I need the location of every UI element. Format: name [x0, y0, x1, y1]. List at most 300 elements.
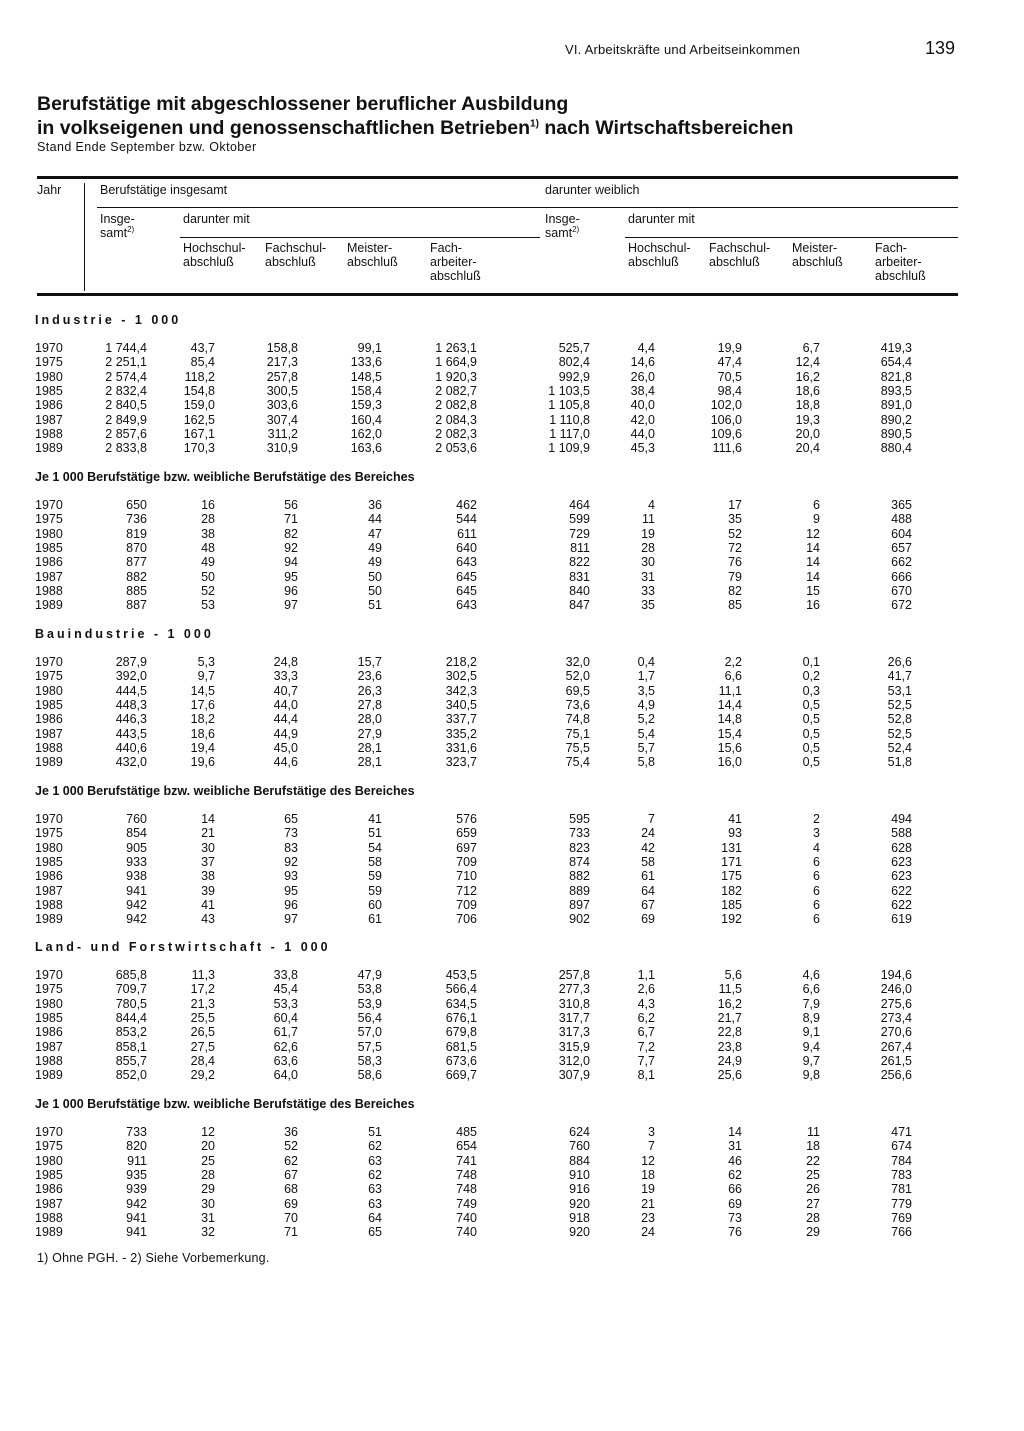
cell-w-insgesamt: 729 — [569, 526, 590, 541]
cell-year: 1985 — [35, 1167, 63, 1182]
col-hochschul-1-l1: Hochschul- — [183, 241, 246, 255]
cell-w-facharbeiter: 52,5 — [887, 726, 912, 741]
cell-fachschul: 83 — [284, 840, 298, 855]
cell-w-hochschul: 69 — [641, 912, 655, 927]
cell-w-insgesamt: 1 103,5 — [548, 383, 590, 398]
cell-insgesamt: 432,0 — [115, 755, 147, 770]
cell-w-facharbeiter: 53,1 — [887, 683, 912, 698]
cell-facharbeiter: 681,5 — [445, 1039, 477, 1054]
col-facharbeiter-2-l1: Fach- — [875, 241, 907, 255]
cell-w-insgesamt: 595 — [569, 812, 590, 826]
cell-facharbeiter: 654 — [456, 1139, 477, 1154]
cell-w-insgesamt: 525,7 — [558, 341, 590, 355]
cell-w-hochschul: 5,4 — [637, 726, 655, 741]
cell-facharbeiter: 659 — [456, 826, 477, 841]
cell-w-hochschul: 35 — [641, 598, 655, 613]
col-fachschul-2 — [709, 241, 770, 269]
cell-meister: 41 — [368, 812, 382, 826]
cell-year: 1987 — [35, 412, 63, 427]
cell-w-hochschul: 3,5 — [637, 683, 655, 698]
cell-w-fachschul: 31 — [728, 1139, 742, 1154]
cell-w-facharbeiter: 256,6 — [880, 1068, 912, 1083]
col-fachschul-1-l2: abschluß — [265, 255, 316, 269]
cell-insgesamt: 942 — [126, 897, 147, 912]
cell-w-hochschul: 23 — [641, 1210, 655, 1225]
cell-insgesamt: 911 — [127, 1153, 147, 1168]
cell-facharbeiter: 749 — [456, 1196, 477, 1211]
table-row — [0, 669, 1024, 683]
table-row — [0, 1197, 1024, 1211]
cell-hochschul: 25 — [201, 1153, 215, 1168]
cell-w-insgesamt: 874 — [569, 854, 590, 869]
cell-fachschul: 95 — [284, 883, 298, 898]
cell-insgesamt: 2 857,6 — [105, 426, 147, 441]
cell-w-fachschul: 16,2 — [717, 996, 742, 1011]
cell-w-hochschul: 1,1 — [637, 968, 655, 982]
col-meister-1 — [347, 241, 398, 269]
cell-hochschul: 21 — [201, 826, 215, 841]
cell-w-hochschul: 2,6 — [637, 982, 655, 997]
cell-w-fachschul: 21,7 — [717, 1010, 742, 1025]
cell-w-fachschul: 76 — [728, 1225, 742, 1240]
cell-w-meister: 9,8 — [802, 1068, 820, 1083]
cell-fachschul: 61,7 — [273, 1025, 298, 1040]
cell-w-meister: 4,6 — [802, 968, 820, 982]
cell-insgesamt: 844,4 — [115, 1010, 147, 1025]
cell-meister: 50 — [368, 583, 382, 598]
cell-year: 1987 — [35, 726, 63, 741]
cell-insgesamt: 882 — [126, 569, 147, 584]
cell-w-fachschul: 35 — [728, 512, 742, 527]
cell-w-hochschul: 18 — [641, 1167, 655, 1182]
cell-w-fachschul: 22,8 — [717, 1025, 742, 1040]
cell-meister: 27,9 — [357, 726, 382, 741]
running-head: VI. Arbeitskräfte und Arbeitseinkommen — [565, 42, 801, 57]
cell-w-hochschul: 8,1 — [637, 1068, 655, 1083]
cell-facharbeiter: 669,7 — [445, 1068, 477, 1083]
table-row — [0, 727, 1024, 741]
cell-w-facharbeiter: 657 — [891, 540, 912, 555]
cell-w-facharbeiter: 270,6 — [880, 1025, 912, 1040]
col-group-weiblich: darunter weiblich — [545, 183, 640, 197]
cell-hochschul: 28 — [201, 1167, 215, 1182]
cell-w-hochschul: 24 — [641, 1225, 655, 1240]
cell-w-facharbeiter: 51,8 — [887, 755, 912, 770]
cell-hochschul: 167,1 — [183, 426, 215, 441]
cell-w-facharbeiter: 784 — [891, 1153, 912, 1168]
cell-year: 1988 — [35, 740, 63, 755]
cell-w-facharbeiter: 891,0 — [880, 398, 912, 413]
cell-hochschul: 29,2 — [190, 1068, 215, 1083]
cell-facharbeiter: 1 920,3 — [435, 369, 477, 384]
table-row — [0, 570, 1024, 584]
cell-fachschul: 68 — [284, 1182, 298, 1197]
cell-w-facharbeiter: 779 — [891, 1196, 912, 1211]
cell-facharbeiter: 645 — [456, 569, 477, 584]
section-heading: Je 1 000 Berufstätige bzw. weibliche Berufstätige des Bereiches — [35, 784, 415, 798]
cell-meister: 62 — [368, 1139, 382, 1154]
cell-facharbeiter: 673,6 — [445, 1053, 477, 1068]
cell-w-hochschul: 67 — [641, 897, 655, 912]
cell-w-facharbeiter: 604 — [891, 526, 912, 541]
cell-w-fachschul: 192 — [721, 912, 742, 927]
cell-meister: 63 — [368, 1153, 382, 1168]
cell-fachschul: 71 — [284, 1225, 298, 1240]
cell-facharbeiter: 676,1 — [445, 1010, 477, 1025]
cell-meister: 26,3 — [357, 683, 382, 698]
cell-hochschul: 30 — [201, 840, 215, 855]
cell-year: 1988 — [35, 583, 63, 598]
col-insgesamt-2-l1: Insge- — [545, 212, 580, 226]
table-row — [0, 398, 1024, 412]
cell-facharbeiter: 679,8 — [445, 1025, 477, 1040]
cell-insgesamt: 440,6 — [115, 740, 147, 755]
cell-w-meister: 6 — [813, 883, 820, 898]
cell-fachschul: 40,7 — [273, 683, 298, 698]
cell-w-facharbeiter: 628 — [891, 840, 912, 855]
table-row — [0, 1025, 1024, 1039]
cell-w-hochschul: 7,7 — [637, 1053, 655, 1068]
cell-facharbeiter: 640 — [456, 540, 477, 555]
cell-year: 1986 — [35, 398, 63, 413]
cell-facharbeiter: 706 — [456, 912, 477, 927]
cell-w-hochschul: 31 — [641, 569, 655, 584]
cell-w-insgesamt: 74,8 — [565, 712, 590, 727]
cell-w-insgesamt: 1 117,0 — [549, 426, 590, 441]
table-row — [0, 741, 1024, 755]
cell-w-meister: 14 — [806, 540, 820, 555]
cell-hochschul: 52 — [201, 583, 215, 598]
col-meister-2-l2: abschluß — [792, 255, 843, 269]
cell-w-insgesamt: 307,9 — [558, 1068, 590, 1083]
cell-insgesamt: 819 — [126, 526, 147, 541]
cell-w-meister: 0,5 — [802, 740, 820, 755]
cell-w-insgesamt: 884 — [569, 1153, 590, 1168]
cell-meister: 64 — [368, 1210, 382, 1225]
cell-year: 1980 — [35, 996, 63, 1011]
cell-hochschul: 32 — [201, 1225, 215, 1240]
table-row — [0, 498, 1024, 512]
col-hochschul-2-l1: Hochschul- — [628, 241, 691, 255]
cell-year: 1986 — [35, 869, 63, 884]
cell-w-insgesamt: 312,0 — [558, 1053, 590, 1068]
cell-year: 1989 — [35, 1068, 63, 1083]
cell-insgesamt: 760 — [126, 812, 147, 826]
cell-w-fachschul: 76 — [728, 555, 742, 570]
cell-fachschul: 56 — [284, 498, 298, 512]
col-hochschul-1-l2: abschluß — [183, 255, 234, 269]
table-row — [0, 898, 1024, 912]
cell-hochschul: 53 — [201, 598, 215, 613]
cell-w-fachschul: 79 — [728, 569, 742, 584]
cell-w-fachschul: 111,6 — [712, 441, 742, 456]
cell-w-insgesamt: 277,3 — [558, 982, 590, 997]
col-meister-2 — [792, 241, 843, 269]
footnote: 1) Ohne PGH. - 2) Siehe Vorbemerkung. — [37, 1251, 270, 1265]
cell-year: 1988 — [35, 1210, 63, 1225]
cell-w-fachschul: 182 — [721, 883, 742, 898]
cell-w-fachschul: 109,6 — [710, 426, 742, 441]
cell-w-insgesamt: 992,9 — [558, 369, 590, 384]
cell-hochschul: 29 — [201, 1182, 215, 1197]
table-row — [0, 855, 1024, 869]
cell-w-insgesamt: 624 — [569, 1125, 590, 1139]
cell-fachschul: 96 — [284, 897, 298, 912]
cell-w-fachschul: 41 — [728, 812, 742, 826]
cell-meister: 50 — [368, 569, 382, 584]
cell-w-meister: 14 — [806, 555, 820, 570]
cell-insgesamt: 905 — [126, 840, 147, 855]
cell-insgesamt: 820 — [126, 1139, 147, 1154]
cell-w-insgesamt: 1 109,9 — [548, 441, 590, 456]
cell-year: 1986 — [35, 1025, 63, 1040]
cell-w-meister: 16,2 — [795, 369, 820, 384]
cell-w-facharbeiter: 623 — [891, 854, 912, 869]
cell-meister: 160,4 — [350, 412, 382, 427]
cell-year: 1980 — [35, 1153, 63, 1168]
table-row — [0, 826, 1024, 840]
cell-hochschul: 20 — [201, 1139, 215, 1154]
cell-facharbeiter: 453,5 — [445, 968, 477, 982]
cell-w-hochschul: 58 — [641, 854, 655, 869]
cell-w-fachschul: 73 — [728, 1210, 742, 1225]
table-row — [0, 698, 1024, 712]
table-row — [0, 370, 1024, 384]
table-row — [0, 584, 1024, 598]
cell-facharbeiter: 302,5 — [445, 669, 477, 684]
cell-w-hochschul: 7,2 — [637, 1039, 655, 1054]
table-row — [0, 884, 1024, 898]
cell-hochschul: 17,2 — [190, 982, 215, 997]
cell-insgesamt: 858,1 — [115, 1039, 147, 1054]
cell-meister: 49 — [368, 540, 382, 555]
cell-insgesamt: 853,2 — [115, 1025, 147, 1040]
cell-meister: 53,8 — [357, 982, 382, 997]
cell-insgesamt: 935 — [126, 1167, 147, 1182]
col-hochschul-2-l2: abschluß — [628, 255, 679, 269]
cell-year: 1970 — [35, 498, 63, 512]
col-fachschul-2-l2: abschluß — [709, 255, 760, 269]
cell-insgesamt: 736 — [126, 512, 147, 527]
cell-w-fachschul: 11,1 — [718, 683, 742, 698]
cell-hochschul: 25,5 — [190, 1010, 215, 1025]
cell-meister: 62 — [368, 1167, 382, 1182]
cell-w-facharbeiter: 246,0 — [880, 982, 912, 997]
col-insgesamt-1 — [100, 212, 135, 240]
cell-w-facharbeiter: 623 — [891, 869, 912, 884]
cell-w-fachschul: 19,9 — [717, 341, 742, 355]
cell-year: 1988 — [35, 426, 63, 441]
cell-year: 1970 — [35, 655, 63, 669]
cell-insgesamt: 685,8 — [115, 968, 147, 982]
cell-year: 1987 — [35, 1196, 63, 1211]
cell-w-insgesamt: 73,6 — [565, 697, 590, 712]
cell-insgesamt: 854 — [126, 826, 147, 841]
cell-meister: 28,1 — [357, 755, 382, 770]
cell-hochschul: 37 — [201, 854, 215, 869]
cell-hochschul: 43 — [201, 912, 215, 927]
cell-w-insgesamt: 882 — [569, 869, 590, 884]
cell-hochschul: 48 — [201, 540, 215, 555]
cell-year: 1988 — [35, 897, 63, 912]
cell-w-facharbeiter: 194,6 — [880, 968, 912, 982]
cell-meister: 28,0 — [357, 712, 382, 727]
cell-year: 1975 — [35, 512, 63, 527]
cell-w-meister: 20,0 — [795, 426, 820, 441]
cell-w-facharbeiter: 670 — [891, 583, 912, 598]
cell-hochschul: 17,6 — [190, 697, 215, 712]
col-group-insgesamt: Berufstätige insgesamt — [100, 183, 228, 197]
section-heading: Je 1 000 Berufstätige bzw. weibliche Berufstätige des Bereiches — [35, 470, 415, 484]
cell-hochschul: 19,6 — [190, 755, 215, 770]
cell-hochschul: 118,2 — [184, 369, 215, 384]
cell-w-fachschul: 52 — [728, 526, 742, 541]
cell-hochschul: 18,6 — [190, 726, 215, 741]
cell-fachschul: 65 — [284, 812, 298, 826]
cell-meister: 28,1 — [357, 740, 382, 755]
cell-w-meister: 3 — [813, 826, 820, 841]
cell-w-facharbeiter: 769 — [891, 1210, 912, 1225]
cell-facharbeiter: 710 — [456, 869, 477, 884]
cell-meister: 133,6 — [350, 355, 382, 370]
cell-w-meister: 0,2 — [802, 669, 820, 684]
cell-hochschul: 26,5 — [190, 1025, 215, 1040]
cell-fachschul: 217,3 — [266, 355, 298, 370]
cell-facharbeiter: 712 — [456, 883, 477, 898]
cell-fachschul: 53,3 — [273, 996, 298, 1011]
cell-fachschul: 257,8 — [266, 369, 298, 384]
cell-hochschul: 14 — [201, 812, 215, 826]
cell-w-facharbeiter: 783 — [891, 1167, 912, 1182]
cell-insgesamt: 443,5 — [115, 726, 147, 741]
col-insgesamt-1-sup: 2) — [127, 224, 135, 234]
cell-year: 1975 — [35, 826, 63, 841]
cell-w-insgesamt: 760 — [569, 1139, 590, 1154]
cell-w-facharbeiter: 267,4 — [880, 1039, 912, 1054]
cell-year: 1985 — [35, 697, 63, 712]
table-row — [0, 341, 1024, 355]
cell-w-meister: 6,7 — [802, 341, 820, 355]
cell-w-hochschul: 19 — [641, 1182, 655, 1197]
cell-w-facharbeiter: 666 — [891, 569, 912, 584]
title-line-2a: in volkseigenen und genossenschaftlichen Betrieben — [37, 117, 531, 139]
cell-fachschul: 97 — [284, 598, 298, 613]
cell-facharbeiter: 485 — [456, 1125, 477, 1139]
col-fachschul-1 — [265, 241, 326, 269]
cell-insgesamt: 733 — [126, 1125, 147, 1139]
cell-w-hochschul: 42 — [641, 840, 655, 855]
cell-w-insgesamt: 75,1 — [565, 726, 590, 741]
cell-fachschul: 44,9 — [273, 726, 298, 741]
cell-meister: 57,5 — [357, 1039, 382, 1054]
table-row — [0, 655, 1024, 669]
cell-year: 1989 — [35, 1225, 63, 1240]
cell-w-insgesamt: 902 — [569, 912, 590, 927]
title-line-2 — [37, 116, 937, 140]
cell-w-insgesamt: 733 — [569, 826, 590, 841]
col-facharbeiter-1-l3: abschluß — [430, 269, 481, 283]
table-row — [0, 755, 1024, 769]
cell-w-facharbeiter: 41,7 — [887, 669, 912, 684]
cell-w-facharbeiter: 419,3 — [880, 341, 912, 355]
cell-facharbeiter: 1 664,9 — [435, 355, 477, 370]
cell-facharbeiter: 748 — [456, 1182, 477, 1197]
cell-w-insgesamt: 920 — [569, 1196, 590, 1211]
cell-hochschul: 39 — [201, 883, 215, 898]
cell-hochschul: 11,3 — [191, 968, 215, 982]
cell-w-facharbeiter: 662 — [891, 555, 912, 570]
table-row — [0, 968, 1024, 982]
cell-fachschul: 158,8 — [266, 341, 298, 355]
cell-w-fachschul: 2,2 — [724, 655, 742, 669]
cell-facharbeiter: 645 — [456, 583, 477, 598]
col-facharbeiter-2-l2: arbeiter- — [875, 255, 922, 269]
cell-w-fachschul: 175 — [721, 869, 742, 884]
cell-insgesamt: 877 — [126, 555, 147, 570]
cell-year: 1980 — [35, 369, 63, 384]
cell-w-insgesamt: 464 — [569, 498, 590, 512]
cell-facharbeiter: 611 — [457, 526, 477, 541]
cell-w-insgesamt: 1 105,8 — [548, 398, 590, 413]
table-row — [0, 684, 1024, 698]
cell-facharbeiter: 576 — [456, 812, 477, 826]
cell-w-fachschul: 25,6 — [717, 1068, 742, 1083]
cell-w-fachschul: 15,6 — [717, 740, 742, 755]
table-row — [0, 1225, 1024, 1239]
cell-w-hochschul: 1,7 — [637, 669, 655, 684]
col-hochschul-1 — [183, 241, 246, 269]
subtitle: Stand Ende September bzw. Oktober — [37, 140, 257, 154]
cell-w-fachschul: 47,4 — [717, 355, 742, 370]
cell-hochschul: 9,7 — [197, 669, 215, 684]
cell-fachschul: 303,6 — [266, 398, 298, 413]
cell-year: 1970 — [35, 1125, 63, 1139]
cell-facharbeiter: 218,2 — [445, 655, 477, 669]
table-group-rule — [97, 207, 958, 208]
table-row — [0, 512, 1024, 526]
cell-meister: 23,6 — [357, 669, 382, 684]
cell-w-insgesamt: 69,5 — [565, 683, 590, 698]
cell-meister: 49 — [368, 555, 382, 570]
cell-meister: 47,9 — [357, 968, 382, 982]
table-row — [0, 1054, 1024, 1068]
cell-facharbeiter: 748 — [456, 1167, 477, 1182]
cell-w-meister: 25 — [806, 1167, 820, 1182]
cell-hochschul: 170,3 — [183, 441, 215, 456]
cell-insgesamt: 709,7 — [115, 982, 147, 997]
cell-w-hochschul: 12 — [641, 1153, 655, 1168]
cell-w-facharbeiter: 622 — [891, 883, 912, 898]
cell-w-insgesamt: 822 — [569, 555, 590, 570]
cell-w-meister: 16 — [806, 598, 820, 613]
col-darunter-mit-1: darunter mit — [183, 212, 250, 226]
cell-fachschul: 36 — [284, 1125, 298, 1139]
cell-meister: 56,4 — [357, 1010, 382, 1025]
cell-w-hochschul: 40,0 — [630, 398, 655, 413]
cell-hochschul: 14,5 — [190, 683, 215, 698]
cell-facharbeiter: 634,5 — [445, 996, 477, 1011]
cell-facharbeiter: 566,4 — [445, 982, 477, 997]
cell-meister: 61 — [368, 912, 382, 927]
col-fachschul-1-l1: Fachschul- — [265, 241, 327, 255]
table-row — [0, 869, 1024, 883]
table-subgroup-rule-right — [625, 237, 958, 238]
table-row — [0, 712, 1024, 726]
cell-w-facharbeiter: 890,2 — [880, 412, 912, 427]
cell-meister: 59 — [368, 883, 382, 898]
col-fachschul-2-l1: Fachschul- — [709, 241, 771, 255]
cell-meister: 57,0 — [357, 1025, 382, 1040]
